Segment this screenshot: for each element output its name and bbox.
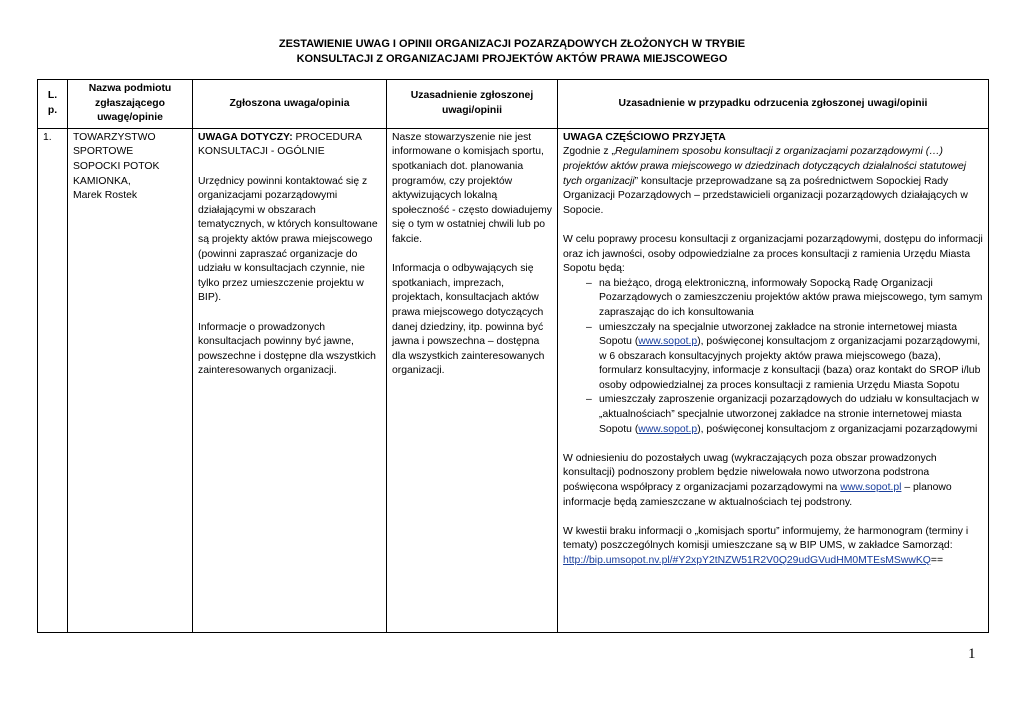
podmiot-line: SOPOCKI POTOK: [73, 160, 160, 172]
header-uwaga: Zgłoszona uwaga/opinia: [193, 80, 387, 129]
list-item-text: umieszczały na specjalnie utworzonej zakładce na stronie internetowej miasta Sopotu (: [599, 321, 958, 348]
podmiot-line: KAMIONKA,: [73, 175, 131, 187]
document-title: [0, 37, 1024, 67]
bip-url-tail: ==: [930, 555, 944, 566]
measures-list: [563, 277, 983, 438]
sopot-pl-link[interactable]: www.sopot.pl: [840, 482, 902, 494]
dash-bullet: –: [586, 321, 592, 333]
table-header-row: [38, 80, 989, 129]
response-paragraph-2: W celu poprawy procesu konsultacji z organizacjami pozarządowymi, dostępu do informacji oraz ich jawności, osoby odpowiedzialne za proces konsultacji z ramienia Urzędu Miasta Sopotu będą:: [563, 233, 983, 275]
header-odrzucenie: Uzasadnienie w przypadku odrzucenia zgłoszonej uwagi/opinii: [558, 80, 989, 129]
cell-lp: 1.: [38, 128, 68, 632]
page-number: 1: [968, 646, 976, 662]
cell-podmiot: [68, 128, 193, 632]
response-paragraph-1: [563, 145, 983, 218]
sopot-link[interactable]: www.sopot.p: [638, 423, 698, 435]
title-line-2: KONSULTACJI Z ORGANIZACJAMI PROJEKTÓW AKTÓW PRAWA MIEJSCOWEGO: [296, 53, 728, 65]
response-text: W odniesieniu do pozostałych uwag (wykraczających poza obszar prowadzonych konsultacji) podnoszony problem będzie niwelowała nowo utworzona podstrona poświęcona współpracy z organizacjami pozarządowymi na: [563, 452, 937, 494]
cell-uzasadnienie: [387, 128, 558, 632]
response-paragraph-3: [563, 452, 983, 510]
bip-url-line: [563, 554, 983, 569]
list-item-text: umieszczały zaproszenie organizacji pozarządowych do udziału w konsultacjach w „aktualnościach” specjalnie utworzonej zakładce na stronie internetowej miasta Sopotu (: [599, 394, 980, 435]
title-line-1: ZESTAWIENIE UWAG I OPINII ORGANIZACJI POZARZĄDOWYCH ZŁOŻONYCH W TRYBIE: [278, 38, 746, 50]
list-item-text: na bieżąco, drogą elektroniczną, informowały Sopocką Radę Organizacji Pozarządowych o zamieszczeniu projektów aktów prawa miejscowego, tym samym zapraszając do ich konsultowania: [599, 277, 983, 318]
uzasadnienie-paragraph-2: Informacja o odbywających się spotkaniach, imprezach, projektach, konsultacjach aktów prawa miejscowego dotyczących danej dziedziny, itp. powinna być jawna i powszechna – dostępna dla wszystkich zainteresowanych organizacji.: [392, 263, 545, 377]
table-row: [38, 128, 989, 632]
response-text: – planowo informacje będą zamieszczane w aktualnościach tej podstrony.: [563, 482, 952, 508]
comments-table: [37, 79, 989, 633]
list-item: [563, 393, 983, 437]
podmiot-line: Marek Rostek: [73, 190, 138, 202]
response-text: ” konsultacje przeprowadzane są za pośrednictwem Sopockiej Rady Organizacji Pozarządowych – przedstawicieli organizacji pozarządowych działających w Sopocie.: [563, 175, 968, 216]
bip-link[interactable]: http://bip.umsopot.nv.pl/#Y2xpY2tNZW51R2V0Q29udGVudHM0MTEsMSwwKQ: [563, 555, 931, 566]
uzasadnienie-paragraph-1: Nasze stowarzyszenie nie jest informowane o komisjach sportu, spotkaniach dot. planowania programów, czy projektów aktywizujących lokalną społeczność - często dowiadujemy się o tym w ostatniej chwili lub po fakcie.: [392, 131, 552, 245]
uwaga-topic-text: PROCEDURA KONSULTACJI - OGÓLNIE: [198, 131, 362, 158]
response-paragraph-4: W kwestii braku informacji o „komisjach sportu” informujemy, że harmonogram (terminy i tematy) poszczególnych komisji umieszczane są w BIP UMS, w zakładce Samorząd:: [563, 525, 969, 552]
uwaga-paragraph-2: Informacje o prowadzonych konsultacjach powinny być jawne, powszechne i dostępne dla wszystkich zainteresowanych organizacji.: [198, 321, 376, 377]
cell-odpowiedz: [558, 128, 989, 632]
dash-bullet: –: [586, 277, 592, 289]
decision-heading: UWAGA CZĘŚCIOWO PRZYJĘTA: [563, 131, 726, 143]
list-item-text: ), poświęconej konsultacjom z organizacjami pozarządowymi: [697, 423, 978, 435]
header-lp: L. p.: [38, 80, 68, 129]
podmiot-line: SPORTOWE: [73, 146, 134, 158]
sopot-link[interactable]: www.sopot.p: [638, 336, 698, 348]
uwaga-topic: [198, 131, 381, 160]
header-podmiot: Nazwa podmiotu zgłaszającego uwagę/opinie: [68, 80, 193, 129]
cell-uwaga: [193, 128, 387, 632]
list-item: [563, 321, 983, 394]
podmiot-line: TOWARZYSTWO: [73, 131, 156, 143]
list-item: [563, 277, 983, 321]
dash-bullet: –: [586, 394, 592, 406]
uwaga-label: UWAGA DOTYCZY:: [198, 131, 293, 143]
uwaga-paragraph-1: Urzędnicy powinni kontaktować się z organizacjami pozarządowymi działającymi w obszarach tematycznych, w których konsultowane są projekty aktów prawa miejscowego (powinni zapraszać organizacje do udziału w konsultacjach czynnie, nie tylko przez umieszczenie projektu w BIP).: [198, 175, 378, 304]
list-item-text: ), poświęconej konsultacjom z organizacjami pozarządowymi, w 6 obszarach konsultacyjnych projekty aktów prawa miejscowego (baza), formularz konsultacyjny, informacje z konsultacji (baza) oraz kontakt do SROP i/lub osoby odpowiedzialnej za proces konsultacji z ramienia Urzędu Miasta Sopotu: [599, 336, 981, 391]
response-text: Zgodnie z „: [563, 146, 615, 158]
regulation-title: Regulaminem sposobu konsultacji z organizacjami pozarządowymi (…) projektów aktów prawa miejscowego w dziedzinach dotyczących działalności statutowej tych organizacji: [563, 146, 967, 187]
header-uzasadnienie: Uzasadnienie zgłoszonej uwagi/opinii: [387, 80, 558, 129]
